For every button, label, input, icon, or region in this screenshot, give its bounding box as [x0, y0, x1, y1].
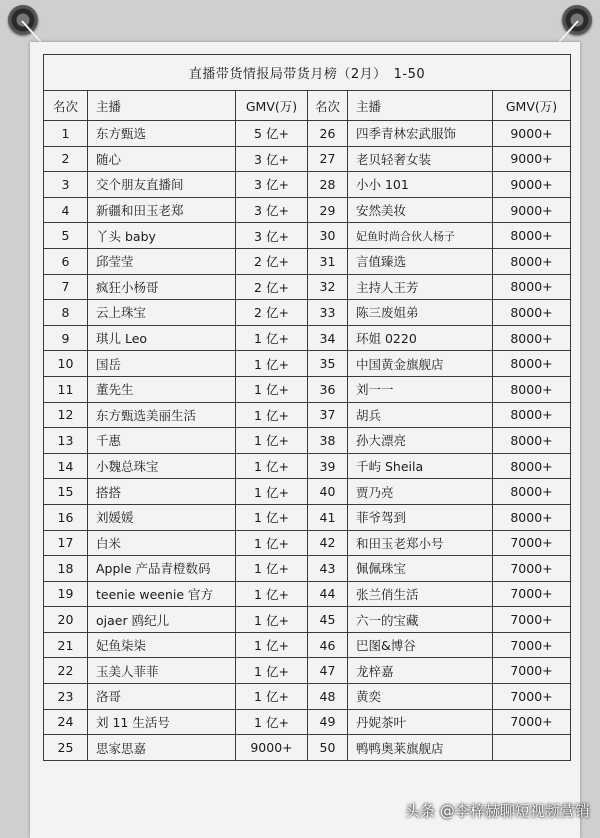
rank-cell: 13 — [44, 428, 88, 454]
table-row — [44, 428, 571, 454]
gmv-cell: 2 亿+ — [236, 248, 308, 274]
gmv-cell: 8000+ — [493, 428, 571, 454]
table-row — [44, 453, 571, 479]
rank-cell: 29 — [308, 197, 348, 223]
rank-cell: 25 — [44, 735, 88, 761]
rank-cell: 37 — [308, 402, 348, 428]
host-name-cell: teenie weenie 官方 — [88, 581, 236, 607]
rank-cell: 47 — [308, 658, 348, 684]
rank-cell: 36 — [308, 376, 348, 402]
rank-cell: 21 — [44, 632, 88, 658]
table-title: 直播带货情报局带货月榜（2月） 1-50 — [44, 55, 571, 91]
rank-cell: 26 — [308, 121, 348, 147]
rank-cell: 44 — [308, 581, 348, 607]
host-name-cell: 小魏总珠宝 — [88, 453, 236, 479]
gmv-cell: 8000+ — [493, 248, 571, 274]
host-name-cell: 新疆和田玉老郑 — [88, 197, 236, 223]
gmv-cell: 1 亿+ — [236, 607, 308, 633]
gmv-cell: 9000+ — [493, 121, 571, 147]
table-row — [44, 684, 571, 710]
host-name-cell: 中国黄金旗舰店 — [348, 351, 493, 377]
host-name-cell: 玉美人菲菲 — [88, 658, 236, 684]
rank-cell: 16 — [44, 504, 88, 530]
rank-cell: 30 — [308, 223, 348, 249]
rank-cell: 41 — [308, 504, 348, 530]
gmv-cell: 1 亿+ — [236, 658, 308, 684]
host-name-cell: 琪儿 Leo — [88, 325, 236, 351]
gmv-cell: 1 亿+ — [236, 709, 308, 735]
table-row — [44, 504, 571, 530]
rank-cell: 5 — [44, 223, 88, 249]
gmv-cell: 1 亿+ — [236, 428, 308, 454]
gmv-cell: 8000+ — [493, 402, 571, 428]
table-row — [44, 300, 571, 326]
rank-cell: 49 — [308, 709, 348, 735]
gmv-cell: 1 亿+ — [236, 556, 308, 582]
rank-cell: 27 — [308, 146, 348, 172]
gmv-cell: 3 亿+ — [236, 172, 308, 198]
gmv-cell: 1 亿+ — [236, 632, 308, 658]
gmv-cell: 1 亿+ — [236, 325, 308, 351]
table-row — [44, 325, 571, 351]
gmv-cell: 1 亿+ — [236, 453, 308, 479]
gmv-cell: 3 亿+ — [236, 197, 308, 223]
table-row — [44, 121, 571, 147]
host-name-cell: 交个朋友直播间 — [88, 172, 236, 198]
rank-cell: 22 — [44, 658, 88, 684]
gmv-cell: 1 亿+ — [236, 504, 308, 530]
gmv-cell: 9000+ — [236, 735, 308, 761]
host-name-cell: 刘媛媛 — [88, 504, 236, 530]
host-name-cell: 贾乃亮 — [348, 479, 493, 505]
table-row — [44, 351, 571, 377]
host-name-cell: 小小 101 — [348, 172, 493, 198]
table-row — [44, 556, 571, 582]
rank-cell: 18 — [44, 556, 88, 582]
gmv-cell: 8000+ — [493, 376, 571, 402]
watermark-text: 头条 @李梓赫聊短视频营销 — [405, 802, 590, 820]
gmv-cell: 2 亿+ — [236, 274, 308, 300]
table-row — [44, 709, 571, 735]
rank-cell: 23 — [44, 684, 88, 710]
rank-cell: 31 — [308, 248, 348, 274]
table-row — [44, 197, 571, 223]
host-name-cell: 菲爷驾到 — [348, 504, 493, 530]
host-name-cell: 主持人王芳 — [348, 274, 493, 300]
gmv-cell: 7000+ — [493, 556, 571, 582]
gmv-cell: 8000+ — [493, 274, 571, 300]
table-row — [44, 172, 571, 198]
host-name-cell: 环姐 0220 — [348, 325, 493, 351]
ranking-sheet — [30, 42, 580, 838]
host-name-cell: 六一的宝藏 — [348, 607, 493, 633]
rank-cell: 7 — [44, 274, 88, 300]
gmv-cell: 8000+ — [493, 453, 571, 479]
rank-cell: 6 — [44, 248, 88, 274]
rank-cell: 45 — [308, 607, 348, 633]
rank-cell: 40 — [308, 479, 348, 505]
host-name-cell: 丹妮茶叶 — [348, 709, 493, 735]
rank-cell: 15 — [44, 479, 88, 505]
rank-cell: 1 — [44, 121, 88, 147]
host-name-cell: 刘一一 — [348, 376, 493, 402]
gmv-cell: 2 亿+ — [236, 300, 308, 326]
host-name-cell: 国岳 — [88, 351, 236, 377]
host-name-cell: 龙梓嘉 — [348, 658, 493, 684]
host-name-cell: 刘 11 生活号 — [88, 709, 236, 735]
rank-cell: 17 — [44, 530, 88, 556]
rank-cell: 10 — [44, 351, 88, 377]
host-name-cell: 和田玉老郑小号 — [348, 530, 493, 556]
host-name-cell: 邱莹莹 — [88, 248, 236, 274]
gmv-cell: 1 亿+ — [236, 376, 308, 402]
host-name-cell: 巴图&博谷 — [348, 632, 493, 658]
host-name-cell: 陈三废姐弟 — [348, 300, 493, 326]
host-name-cell: 言值臻选 — [348, 248, 493, 274]
ranking-table — [43, 54, 571, 761]
gmv-cell: 9000+ — [493, 197, 571, 223]
rank-cell: 11 — [44, 376, 88, 402]
title-row — [44, 55, 571, 91]
rank-cell: 24 — [44, 709, 88, 735]
host-name-cell: 云上珠宝 — [88, 300, 236, 326]
gmv-cell: 1 亿+ — [236, 684, 308, 710]
gmv-cell: 7000+ — [493, 632, 571, 658]
table-row — [44, 632, 571, 658]
host-name-cell: 黄奕 — [348, 684, 493, 710]
host-name-cell: 董先生 — [88, 376, 236, 402]
gmv-cell: 7000+ — [493, 607, 571, 633]
host-name-cell: 白米 — [88, 530, 236, 556]
table-row — [44, 402, 571, 428]
rank-cell: 9 — [44, 325, 88, 351]
header-gmv-left: GMV(万) — [236, 91, 308, 121]
gmv-cell: 1 亿+ — [236, 530, 308, 556]
host-name-cell: 四季青林宏武服饰 — [348, 121, 493, 147]
host-name-cell: 洛哥 — [88, 684, 236, 710]
host-name-cell: 丫头 baby — [88, 223, 236, 249]
gmv-cell: 7000+ — [493, 658, 571, 684]
host-name-cell: 随心 — [88, 146, 236, 172]
table-row — [44, 223, 571, 249]
table-row — [44, 735, 571, 761]
gmv-cell: 7000+ — [493, 709, 571, 735]
gmv-cell: 7000+ — [493, 530, 571, 556]
gmv-cell: 9000+ — [493, 172, 571, 198]
gmv-cell — [493, 735, 571, 761]
rank-cell: 12 — [44, 402, 88, 428]
host-name-cell: ojaer 鸥纪儿 — [88, 607, 236, 633]
rank-cell: 48 — [308, 684, 348, 710]
rank-cell: 34 — [308, 325, 348, 351]
host-name-cell: 安然美妆 — [348, 197, 493, 223]
host-name-cell: 老贝轻奢女装 — [348, 146, 493, 172]
rank-cell: 39 — [308, 453, 348, 479]
host-name-cell: 张兰俏生活 — [348, 581, 493, 607]
gmv-cell: 3 亿+ — [236, 146, 308, 172]
gmv-cell: 8000+ — [493, 325, 571, 351]
gmv-cell: 8000+ — [493, 479, 571, 505]
rank-cell: 50 — [308, 735, 348, 761]
table-row — [44, 146, 571, 172]
table-body — [44, 121, 571, 761]
table-row — [44, 607, 571, 633]
header-rank-right: 名次 — [308, 91, 348, 121]
host-name-cell: 东方甄选美丽生活 — [88, 402, 236, 428]
host-name-cell: 妃鱼柒柒 — [88, 632, 236, 658]
gmv-cell: 5 亿+ — [236, 121, 308, 147]
header-gmv-right: GMV(万) — [493, 91, 571, 121]
rank-cell: 42 — [308, 530, 348, 556]
rank-cell: 8 — [44, 300, 88, 326]
table-row — [44, 658, 571, 684]
host-name-cell: 千惠 — [88, 428, 236, 454]
host-name-cell: 思家思嘉 — [88, 735, 236, 761]
rank-cell: 28 — [308, 172, 348, 198]
rank-cell: 43 — [308, 556, 348, 582]
rank-cell: 32 — [308, 274, 348, 300]
gmv-cell: 8000+ — [493, 504, 571, 530]
host-name-cell: 东方甄选 — [88, 121, 236, 147]
gmv-cell: 1 亿+ — [236, 479, 308, 505]
host-name-cell: 鸭鸭奥莱旗舰店 — [348, 735, 493, 761]
host-name-cell: 孙大漂亮 — [348, 428, 493, 454]
table-row — [44, 274, 571, 300]
table-row — [44, 248, 571, 274]
host-name-cell: 佩佩珠宝 — [348, 556, 493, 582]
rank-cell: 3 — [44, 172, 88, 198]
gmv-cell: 1 亿+ — [236, 351, 308, 377]
gmv-cell: 8000+ — [493, 351, 571, 377]
table-row — [44, 530, 571, 556]
table-row — [44, 479, 571, 505]
header-host-right: 主播 — [348, 91, 493, 121]
gmv-cell: 9000+ — [493, 146, 571, 172]
rank-cell: 2 — [44, 146, 88, 172]
header-host-left: 主播 — [88, 91, 236, 121]
rank-cell: 35 — [308, 351, 348, 377]
host-name-cell: 胡兵 — [348, 402, 493, 428]
host-name-cell: Apple 产品青橙数码 — [88, 556, 236, 582]
rank-cell: 4 — [44, 197, 88, 223]
host-name-cell: 千屿 Sheila — [348, 453, 493, 479]
gmv-cell: 7000+ — [493, 581, 571, 607]
rank-cell: 46 — [308, 632, 348, 658]
table-row — [44, 581, 571, 607]
host-name-cell: 疯狂小杨哥 — [88, 274, 236, 300]
rank-cell: 33 — [308, 300, 348, 326]
host-name-cell: 搭搭 — [88, 479, 236, 505]
header-rank-left: 名次 — [44, 91, 88, 121]
host-name-cell: 妃鱼时尚合伙人杨子 — [348, 223, 493, 249]
gmv-cell: 1 亿+ — [236, 581, 308, 607]
gmv-cell: 1 亿+ — [236, 402, 308, 428]
gmv-cell: 8000+ — [493, 300, 571, 326]
gmv-cell: 8000+ — [493, 223, 571, 249]
rank-cell: 38 — [308, 428, 348, 454]
gmv-cell: 3 亿+ — [236, 223, 308, 249]
header-row — [44, 91, 571, 121]
rank-cell: 14 — [44, 453, 88, 479]
table-row — [44, 376, 571, 402]
gmv-cell: 7000+ — [493, 684, 571, 710]
rank-cell: 19 — [44, 581, 88, 607]
rank-cell: 20 — [44, 607, 88, 633]
